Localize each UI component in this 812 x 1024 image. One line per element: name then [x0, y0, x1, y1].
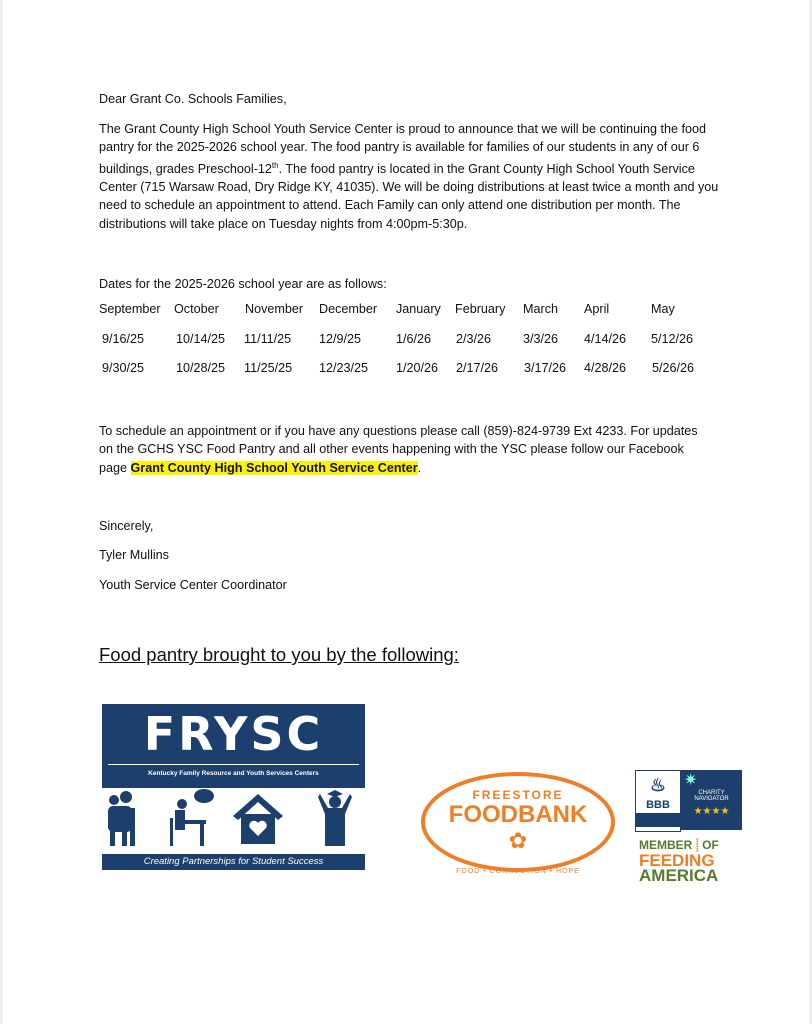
intro-text: The Grant County High School Youth Service Center is proud to announce that we will be continuing the food pantry for the 2025-2026 school year. The food pantry is available for families of our students in any of our 6 buildings, grades Preschool-12 — [99, 122, 706, 176]
bbb-torch-icon: ♨ — [649, 775, 667, 795]
month-header: September — [99, 302, 161, 316]
month-header: January — [396, 302, 441, 316]
facebook-page-link[interactable]: Grant County High School Youth Service Center — [130, 460, 418, 475]
date-cell: 4/28/26 — [584, 361, 627, 375]
frysc-logo — [102, 704, 365, 867]
sponsors-heading: Food pantry brought to you by the following: — [99, 644, 459, 665]
charity-stars: ★★★★ — [693, 806, 730, 817]
america-text: AMERICA — [639, 866, 719, 885]
intro-paragraph — [99, 120, 719, 233]
of-text: OF — [702, 838, 719, 852]
date-cell: 5/26/26 — [652, 361, 695, 375]
month-header: November — [245, 302, 304, 316]
contact-text: To schedule an appointment or if you have any questions please call (859)-824-9739 Ext 4233. For updates on the GCHS YSC Food Pantry and all other events happening with the YSC please follow our Facebook page — [99, 424, 698, 475]
wheat-icon: ⸽ — [695, 838, 699, 852]
family-icon — [108, 791, 135, 846]
month-header: March — [523, 302, 558, 316]
freestore-main: FOODBANK — [448, 801, 588, 828]
date-cell: 3/3/26 — [523, 332, 559, 346]
intro-sup: th — [271, 160, 279, 170]
contact-paragraph — [99, 422, 709, 477]
month-header: October — [174, 302, 219, 316]
closing: Sincerely, — [99, 519, 154, 533]
intro-text-cont: . The food pantry is located in the Grant County High School Youth Service Center (715 Warsaw Road, Dry Ridge KY, 41035). We will be doing distributions at least twice a month and you need to schedule an appointment to attend. Each Family can only attend one distribution per month. The distributions will take place on Tuesday nights from 4:00pm-5:30p. — [99, 161, 719, 231]
member-text: MEMBER — [639, 838, 693, 852]
date-cell: 2/3/26 — [456, 332, 492, 346]
home-heart-icon — [233, 794, 283, 844]
date-cell: 11/11/25 — [244, 332, 292, 346]
month-header: April — [584, 302, 610, 316]
charity-navigator-text: CHARITY NAVIGATOR — [694, 790, 729, 802]
salutation: Dear Grant Co. Schools Families, — [99, 92, 287, 106]
contact-end: . — [417, 460, 422, 475]
month-header: February — [455, 302, 506, 316]
date-cell: 1/20/26 — [396, 361, 439, 375]
date-cell: 1/6/26 — [396, 332, 432, 346]
month-header: May — [651, 302, 675, 316]
dates-intro: Dates for the 2025-2026 school year are as follows: — [99, 277, 387, 291]
date-cell: 12/23/25 — [319, 361, 369, 375]
student-desk-icon — [170, 789, 214, 846]
month-header: December — [319, 302, 378, 316]
feeding-text: FEEDING — [639, 851, 715, 870]
compass-icon: ✷ — [684, 772, 698, 789]
date-cell: 2/17/26 — [456, 361, 499, 375]
freestore-foodbank-logo — [421, 772, 615, 892]
date-cell: 9/30/25 — [102, 361, 145, 375]
date-cell: 9/16/25 — [102, 332, 145, 346]
feeding-america-logo — [639, 838, 749, 883]
bbb-text: BBB — [646, 799, 670, 811]
bbb-logo — [635, 770, 681, 832]
freestore-top: FREESTORE — [472, 788, 564, 802]
signer-name: Tyler Mullins — [99, 548, 169, 562]
frysc-title: FRYSC — [143, 707, 324, 761]
date-cell: 11/25/25 — [244, 361, 293, 375]
charity-navigator-logo — [681, 770, 742, 830]
date-cell: 12/9/25 — [319, 332, 362, 346]
family-icons — [102, 788, 365, 850]
date-cell: 4/14/26 — [584, 332, 627, 346]
date-cell: 3/17/26 — [524, 361, 567, 375]
freestore-tagline: FOOD • CONNECTION • HOPE — [456, 868, 580, 875]
tree-icon: ✿ — [508, 828, 528, 853]
frysc-subtitle: Kentucky Family Resource and Youth Services Centers — [148, 770, 319, 777]
graduate-icon — [318, 790, 352, 846]
date-cell: 5/12/26 — [651, 332, 694, 346]
date-cell: 10/28/25 — [176, 361, 226, 375]
date-cell: 10/14/25 — [176, 332, 226, 346]
signer-title: Youth Service Center Coordinator — [99, 578, 287, 592]
frysc-tagline: Creating Partnerships for Student Success — [102, 854, 365, 870]
